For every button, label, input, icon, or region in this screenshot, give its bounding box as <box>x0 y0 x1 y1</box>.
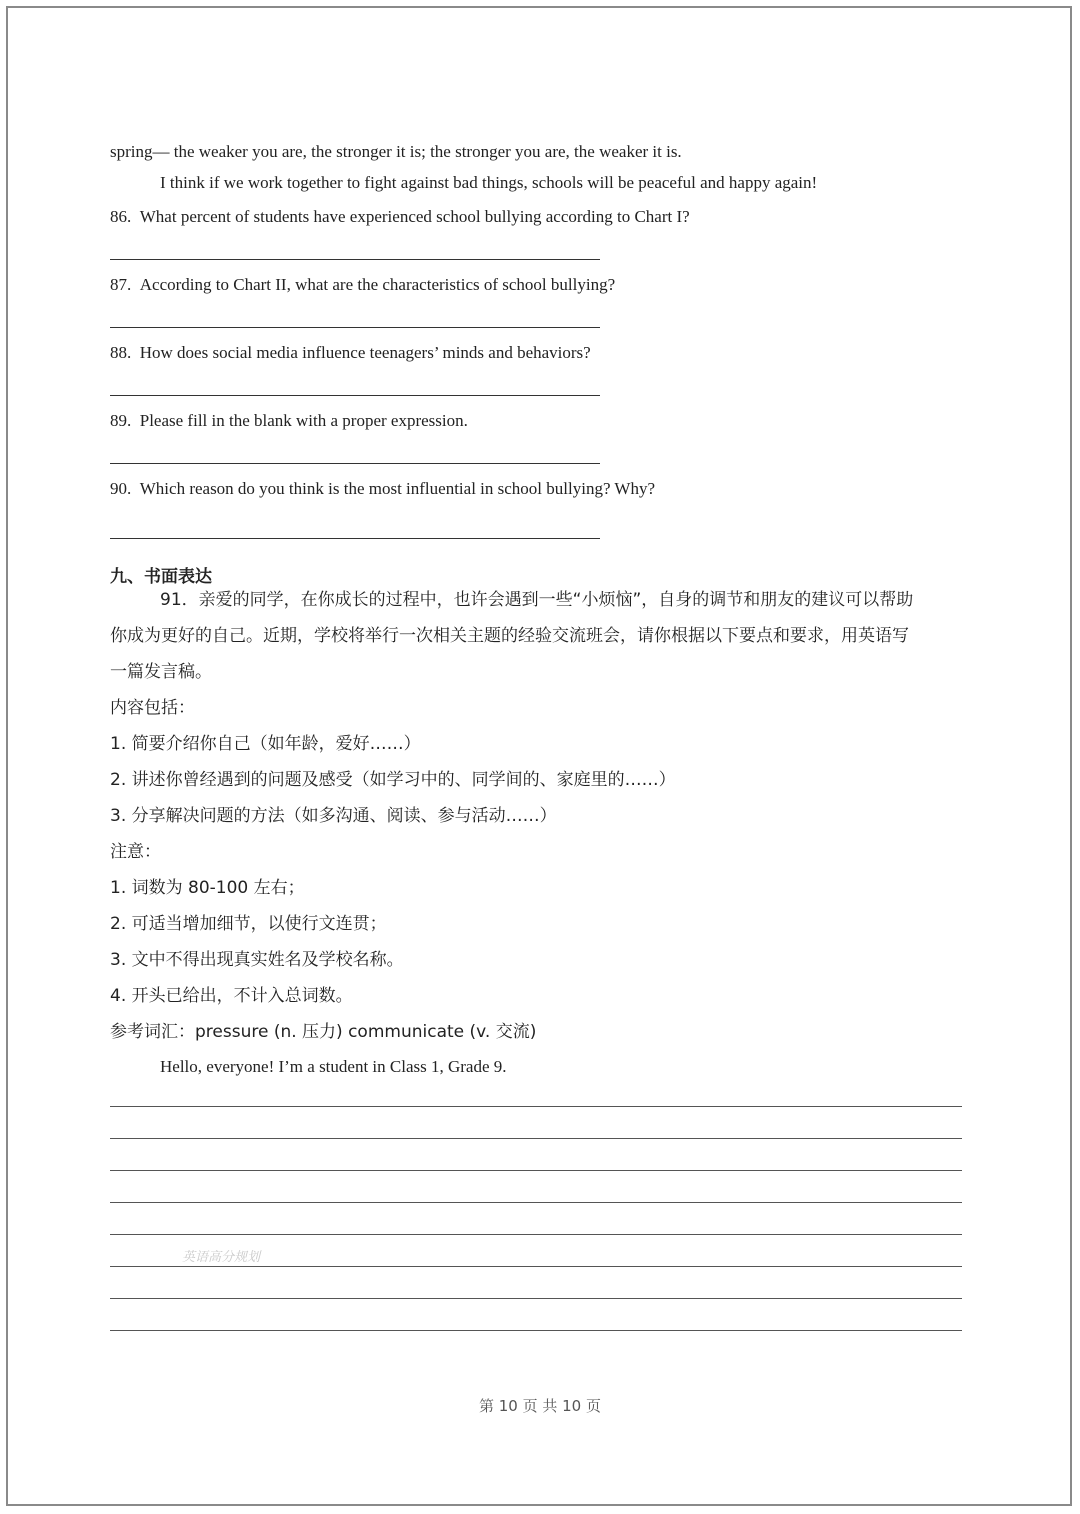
question-text: Which reason do you think is the most influential in school bullying? Why? <box>139 479 656 498</box>
question-text: According to Chart II, what are the characteristics of school bullying? <box>139 275 616 294</box>
notes-item-3: 3. 文中不得出现真实姓名及学校名称。 <box>110 950 404 970</box>
watermark: 英语高分规划 <box>182 1250 261 1265</box>
answer-line-89[interactable] <box>110 463 600 464</box>
question-text: How does social media influence teenagers’ minds and behaviors? <box>139 343 591 362</box>
content-item-3: 3. 分享解决问题的方法（如多沟通、阅读、参与活动……） <box>110 806 557 826</box>
question-87 <box>110 274 615 296</box>
content-item-1: 1. 简要介绍你自己（如年龄，爱好……） <box>110 734 421 754</box>
content-label: 内容包括： <box>110 698 195 718</box>
passage-line-2: I think if we work together to fight against bad things, schools will be peaceful and happy again! <box>160 173 818 192</box>
writing-line-8[interactable] <box>110 1330 962 1331</box>
notes-label: 注意： <box>110 842 161 862</box>
content-item-2: 2. 讲述你曾经遇到的问题及感受（如学习中的、同学间的、家庭里的……） <box>110 770 676 790</box>
question-90 <box>110 478 655 500</box>
writing-line-5[interactable] <box>110 1234 962 1235</box>
question-number: 86. <box>110 207 132 226</box>
passage-line-1: spring— the weaker you are, the stronger it is; the stronger you are, the weaker it is. <box>110 142 682 161</box>
prompt-line-2: 你成为更好的自己。近期，学校将举行一次相关主题的经验交流班会，请你根据以下要点和要求，用英语写 <box>110 626 909 646</box>
question-text: Please fill in the blank with a proper expression. <box>139 411 468 430</box>
question-number: 90. <box>110 479 132 498</box>
writing-line-4[interactable] <box>110 1202 962 1203</box>
answer-line-90[interactable] <box>110 538 600 539</box>
question-86 <box>110 206 690 228</box>
question-text: What percent of students have experienced school bullying according to Chart I? <box>139 207 690 226</box>
question-number: 88. <box>110 343 132 362</box>
question-89 <box>110 410 468 432</box>
question-number: 89. <box>110 411 132 430</box>
writing-opening-sentence: Hello, everyone! I’m a student in Class 1, Grade 9. <box>160 1057 507 1076</box>
question-number: 87. <box>110 275 132 294</box>
notes-item-1: 1. 词数为 80-100 左右； <box>110 878 305 898</box>
page-border <box>6 6 1072 1506</box>
answer-line-86[interactable] <box>110 259 600 260</box>
page-footer: 第 10 页 共 10 页 <box>478 1397 601 1415</box>
question-88 <box>110 342 591 364</box>
prompt-line-1: 91．亲爱的同学，在你成长的过程中，也许会遇到一些“小烦恼”，自身的调节和朋友的建议可以帮助 <box>160 590 914 610</box>
section-heading: 九、书面表达 <box>110 567 212 587</box>
writing-line-7[interactable] <box>110 1298 962 1299</box>
vocabulary-reference: 参考词汇：pressure (n. 压力) communicate (v. 交流) <box>110 1022 537 1042</box>
writing-line-3[interactable] <box>110 1170 962 1171</box>
writing-line-1[interactable] <box>110 1106 962 1107</box>
writing-line-6[interactable] <box>110 1266 962 1267</box>
prompt-line-3: 一篇发言稿。 <box>110 662 212 682</box>
answer-line-87[interactable] <box>110 327 600 328</box>
answer-line-88[interactable] <box>110 395 600 396</box>
notes-item-4: 4. 开头已给出，不计入总词数。 <box>110 986 353 1006</box>
writing-line-2[interactable] <box>110 1138 962 1139</box>
notes-item-2: 2. 可适当增加细节，以使行文连贯； <box>110 914 387 934</box>
